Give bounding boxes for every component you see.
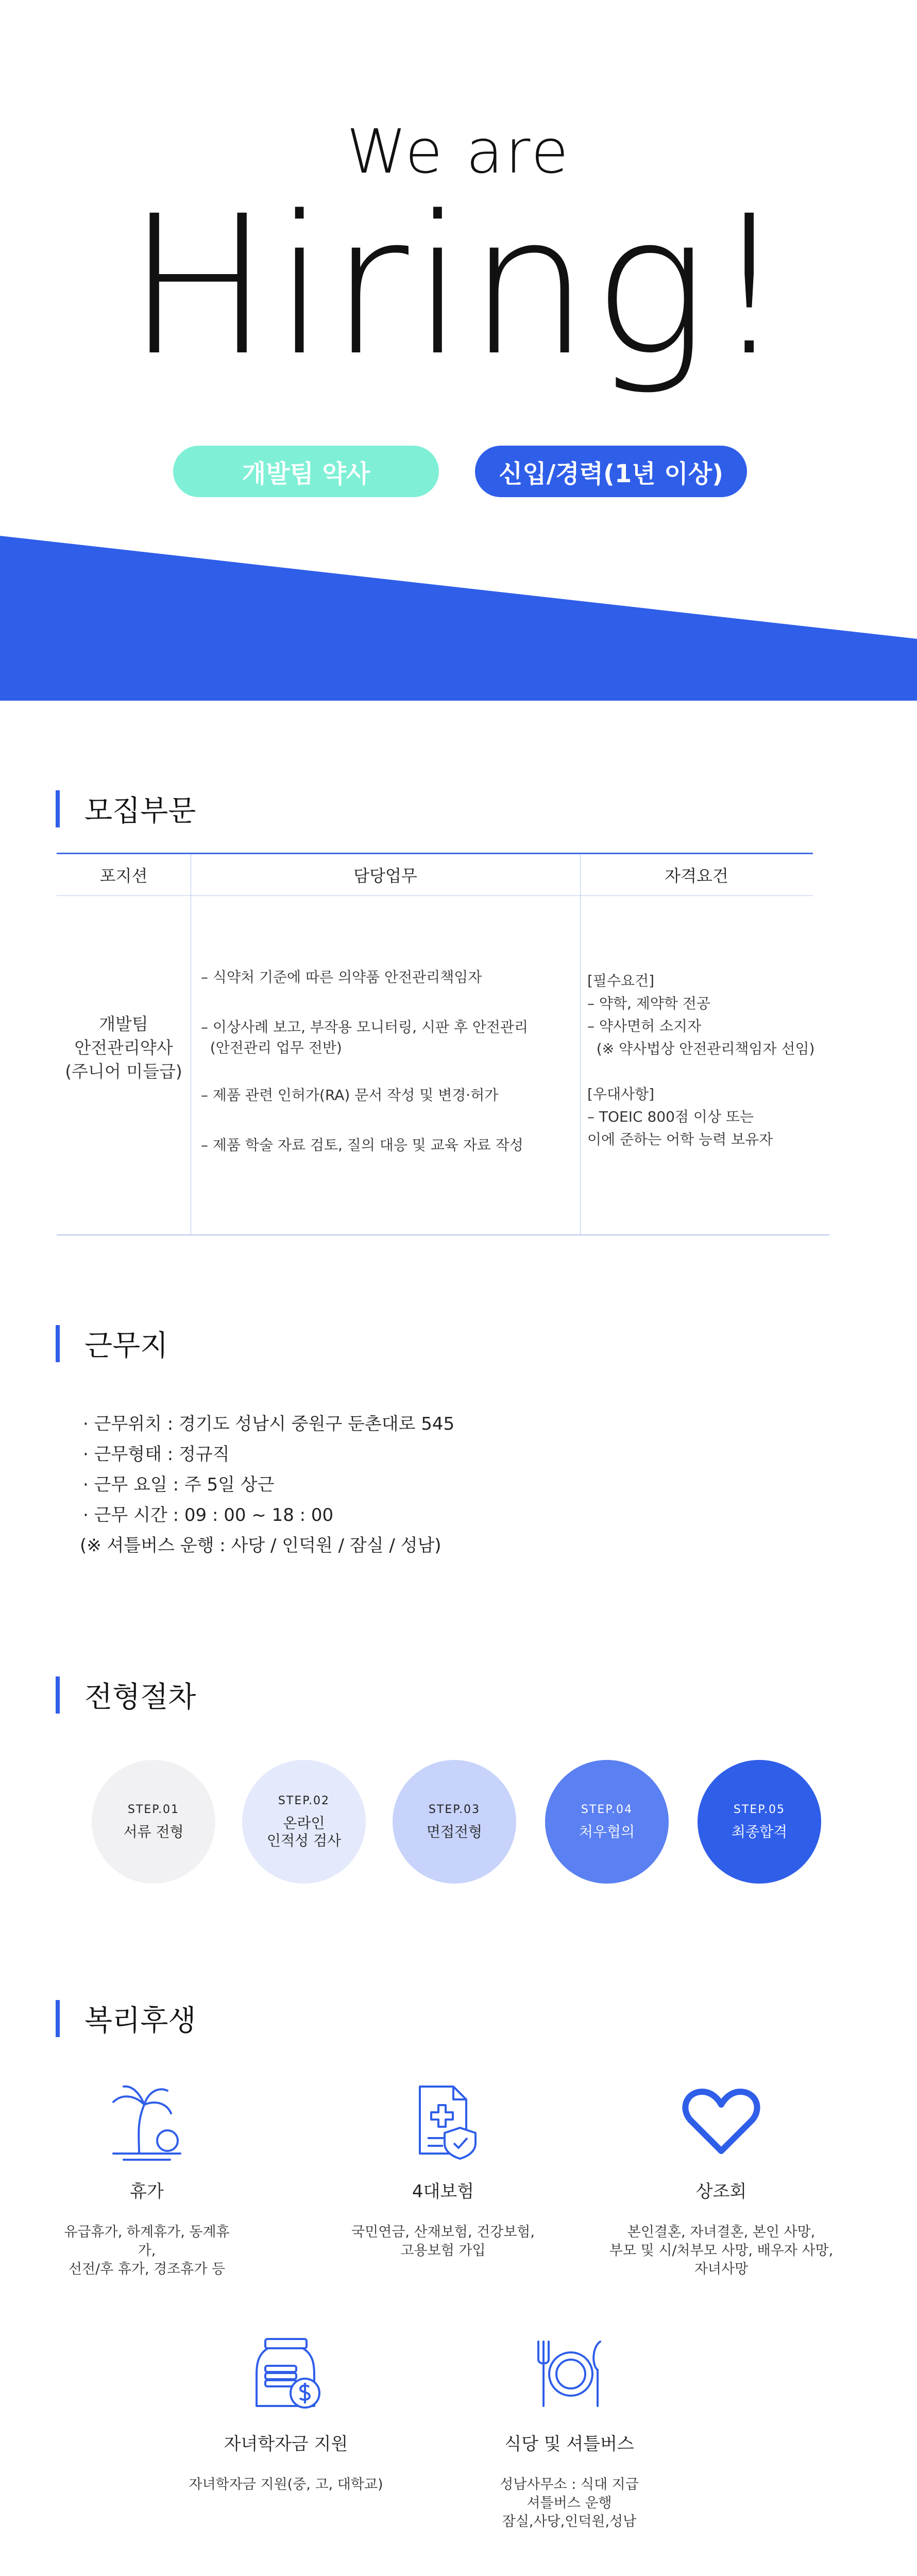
step-number: STEP.02 [278,1794,330,1807]
benefit-dining-shuttle [453,2329,685,2531]
step-number: STEP.04 [581,1803,633,1816]
benefit-description: 국민연금, 산재보험, 건강보험, 고용보험 가입 [351,2224,535,2259]
requirement-line: [필수요건] [587,972,655,989]
benefit-mutual-aid [592,2076,850,2279]
requirement-line: 이에 준하는 어학 능력 보유자 [587,1131,773,1148]
benefit-vacation [57,2076,237,2279]
process-step-2 [242,1760,366,1884]
section-benefits-title [56,1998,196,2039]
requirement-line: – 약사면허 소지자 [587,1018,702,1035]
duties-cell [201,969,577,1154]
section-accent-bar [56,1325,60,1362]
process-step-3 [393,1760,516,1884]
step-name: 처우협의 [579,1823,635,1840]
table-top-rule [57,853,813,854]
requirement-line: – 약학, 제약학 전공 [587,995,710,1012]
benefit-description: 성남사무소 : 식대 지급 셔틀버스 운행 잠실,사당,인덕원,성남 [500,2477,639,2530]
experience-badge: 신입/경력(1년 이상) [475,446,747,497]
benefit-description: 유급휴가, 하계휴가, 동계휴가, 선전/후 휴가, 경조휴가 등 [64,2224,230,2277]
money-jar-icon [242,2329,330,2416]
step-number: STEP.03 [428,1803,481,1816]
section-accent-bar [56,2000,60,2037]
position-line: 개발팀 [99,1014,148,1034]
requirement-line [587,1060,814,1083]
workplace-line: · 근무위치 : 경기도 성남시 중원구 둔촌대로 545 [83,1414,455,1434]
hero-headline-we-are: We are [346,116,571,187]
section-workplace-title [56,1323,168,1364]
step-number: STEP.01 [127,1803,180,1816]
position-cell [57,1012,191,1083]
duty-line: – 이상사례 보고, 부작용 모니터링, 시판 후 안전관리 [201,1019,529,1036]
step-name: 온라인 인적성 검사 [266,1814,342,1849]
step-name: 면접전형 [426,1823,483,1840]
step-name: 최종합격 [731,1823,788,1840]
step-number: STEP.05 [733,1803,786,1816]
benefit-description: 본인결혼, 자녀결혼, 본인 사망, 부모 및 시/처부모 사망, 배우자 사망, 자녀사망 [609,2224,834,2277]
section-recruit-title [56,788,196,829]
table-header-duties: 담당업무 [353,866,417,886]
process-step-5 [698,1760,821,1884]
position-line: (주니어 미들급) [65,1061,182,1081]
duty-line: (안전관리 업무 전반) [201,1039,342,1056]
position-line: 안전관리약사 [74,1038,173,1058]
dining-icon [525,2329,613,2416]
requirement-line: (※ 약사법상 안전관리책임자 선임) [587,1040,815,1057]
process-step-4 [545,1760,669,1884]
requirements-cell [587,970,814,1151]
requirement-line: – TOEIC 800점 이상 또는 [587,1108,754,1125]
hero-banner [0,0,917,701]
benefit-title: 자녀학자금 지원 [224,2434,348,2454]
benefit-title: 4대보험 [412,2181,474,2202]
palm-tree-icon [103,2076,191,2164]
duty-line: – 식약처 기준에 따른 의약품 안전관리책임자 [201,969,482,986]
section-title-text: 전형절차 [84,1681,196,1714]
benefit-title: 휴가 [130,2181,164,2202]
benefit-title: 식당 및 셔틀버스 [504,2434,634,2454]
section-title-text: 복리후생 [84,2004,196,2038]
section-process-title [56,1674,196,1716]
section-title-text: 근무지 [84,1329,168,1363]
workplace-info [80,1409,454,1561]
workplace-line: (※ 셔틀버스 운행 : 사당 / 인덕원 / 잠실 / 성남) [80,1535,441,1556]
duty-line: – 제품 학술 자료 검토, 질의 대응 및 교육 자료 작성 [201,1137,523,1154]
heart-icon [677,2076,765,2164]
section-accent-bar [56,1676,60,1714]
hero-headline-hiring: Hiring! [126,175,791,398]
process-step-1 [92,1760,215,1884]
requirement-line: [우대사항] [587,1086,655,1103]
table-divider [580,854,581,1234]
section-title-text: 모집부문 [84,794,196,828]
table-bottom-rule [57,1234,829,1235]
duty-line: – 제품 관련 인허가(RA) 문서 작성 및 변경·허가 [201,1087,499,1104]
section-accent-bar [56,790,60,827]
benefit-title: 상조회 [695,2181,747,2202]
insurance-document-icon [399,2076,487,2164]
step-name: 서류 전형 [123,1823,184,1840]
benefit-description: 자녀학자금 지원(중, 고, 대학교) [189,2477,383,2493]
table-header-rule [57,895,813,896]
table-header-requirements: 자격요건 [665,866,728,886]
benefit-insurance [330,2076,556,2260]
workplace-line: · 근무형태 : 정규직 [83,1444,230,1465]
workplace-line: · 근무 요일 : 주 5일 상근 [83,1475,275,1495]
benefit-tuition [170,2329,402,2494]
position-badge: 개발팀 약사 [173,446,439,497]
workplace-line: · 근무 시간 : 09 : 00 ~ 18 : 00 [83,1505,334,1526]
table-header-position: 포지션 [99,866,148,886]
